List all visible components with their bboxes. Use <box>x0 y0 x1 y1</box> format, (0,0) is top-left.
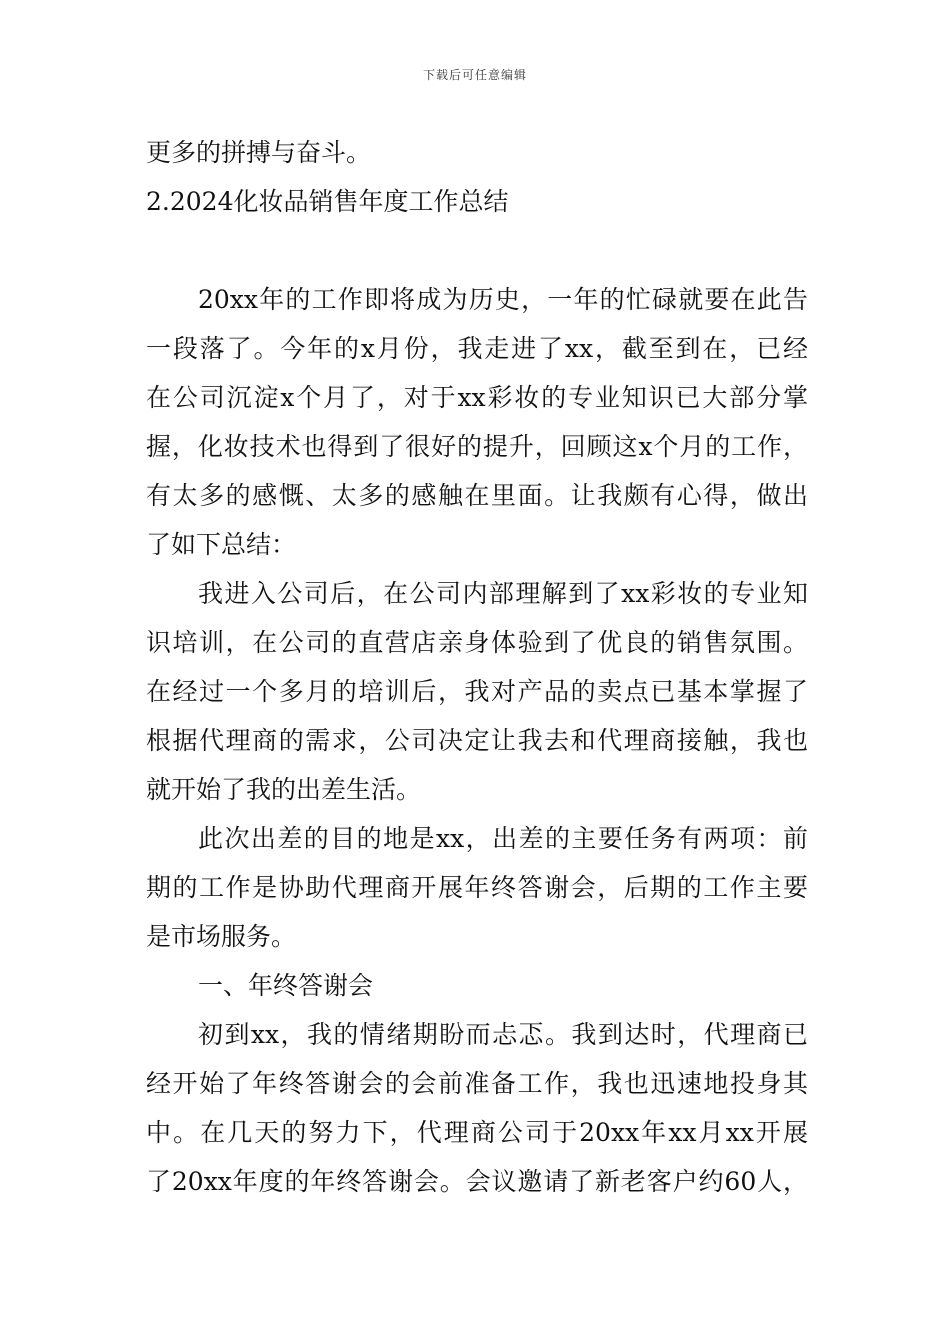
paragraph-line: 此次出差的目的地是xx，出差的主要任务有两项：前 <box>198 824 808 853</box>
paragraph-line: 20xx年的工作即将成为历史，一年的忙碌就要在此告 <box>198 285 808 314</box>
paragraph-line: 中。在几天的努力下，代理商公司于20xx年xx月xx开展 <box>146 1118 808 1147</box>
blank-line <box>146 226 808 275</box>
paragraph-line: 经开始了年终答谢会的会前准备工作，我也迅速地投身其 <box>146 1069 808 1098</box>
paragraph-line: 了如下总结： <box>146 530 297 559</box>
paragraph-line: 初到xx，我的情绪期盼而忐忑。我到达时，代理商已 <box>198 1020 808 1049</box>
page-header: 下载后可任意编辑 <box>422 68 527 82</box>
paragraph-line: 有太多的感慨、太多的感触在里面。让我颇有心得，做出 <box>146 481 808 510</box>
paragraph-line: 是市场服务。 <box>146 922 297 951</box>
paragraph-line: 在公司沉淀x个月了，对于xx彩妆的专业知识已大部分掌 <box>146 383 808 412</box>
paragraph-line: 就开始了我的出差生活。 <box>146 775 422 804</box>
paragraph-line: 期的工作是协助代理商开展年终答谢会，后期的工作主要 <box>146 873 808 902</box>
paragraph-line: 根据代理商的需求，公司决定让我去和代理商接触，我也 <box>146 726 808 755</box>
paragraph-line: 我进入公司后，在公司内部理解到了xx彩妆的专业知 <box>198 579 808 608</box>
paragraph-line: 在经过一个多月的培训后，我对产品的卖点已基本掌握了 <box>146 677 808 706</box>
subsection-heading: 一、年终答谢会 <box>198 971 374 1000</box>
paragraph-line: 握，化妆技术也得到了很好的提升，回顾这x个月的工作， <box>146 432 808 461</box>
paragraph-line: 识培训，在公司的直营店亲身体验到了优良的销售氛围。 <box>146 628 808 657</box>
section-title: 2.2024化妆品销售年度工作总结 <box>146 187 509 216</box>
paragraph-line: 一段落了。今年的x月份，我走进了xx，截至到在，已经 <box>146 334 808 363</box>
paragraph-line: 了20xx年度的年终答谢会。会议邀请了新老客户约60人， <box>146 1167 808 1196</box>
continuation-text: 更多的拼搏与奋斗。 <box>146 138 372 167</box>
document-body <box>146 128 808 1206</box>
